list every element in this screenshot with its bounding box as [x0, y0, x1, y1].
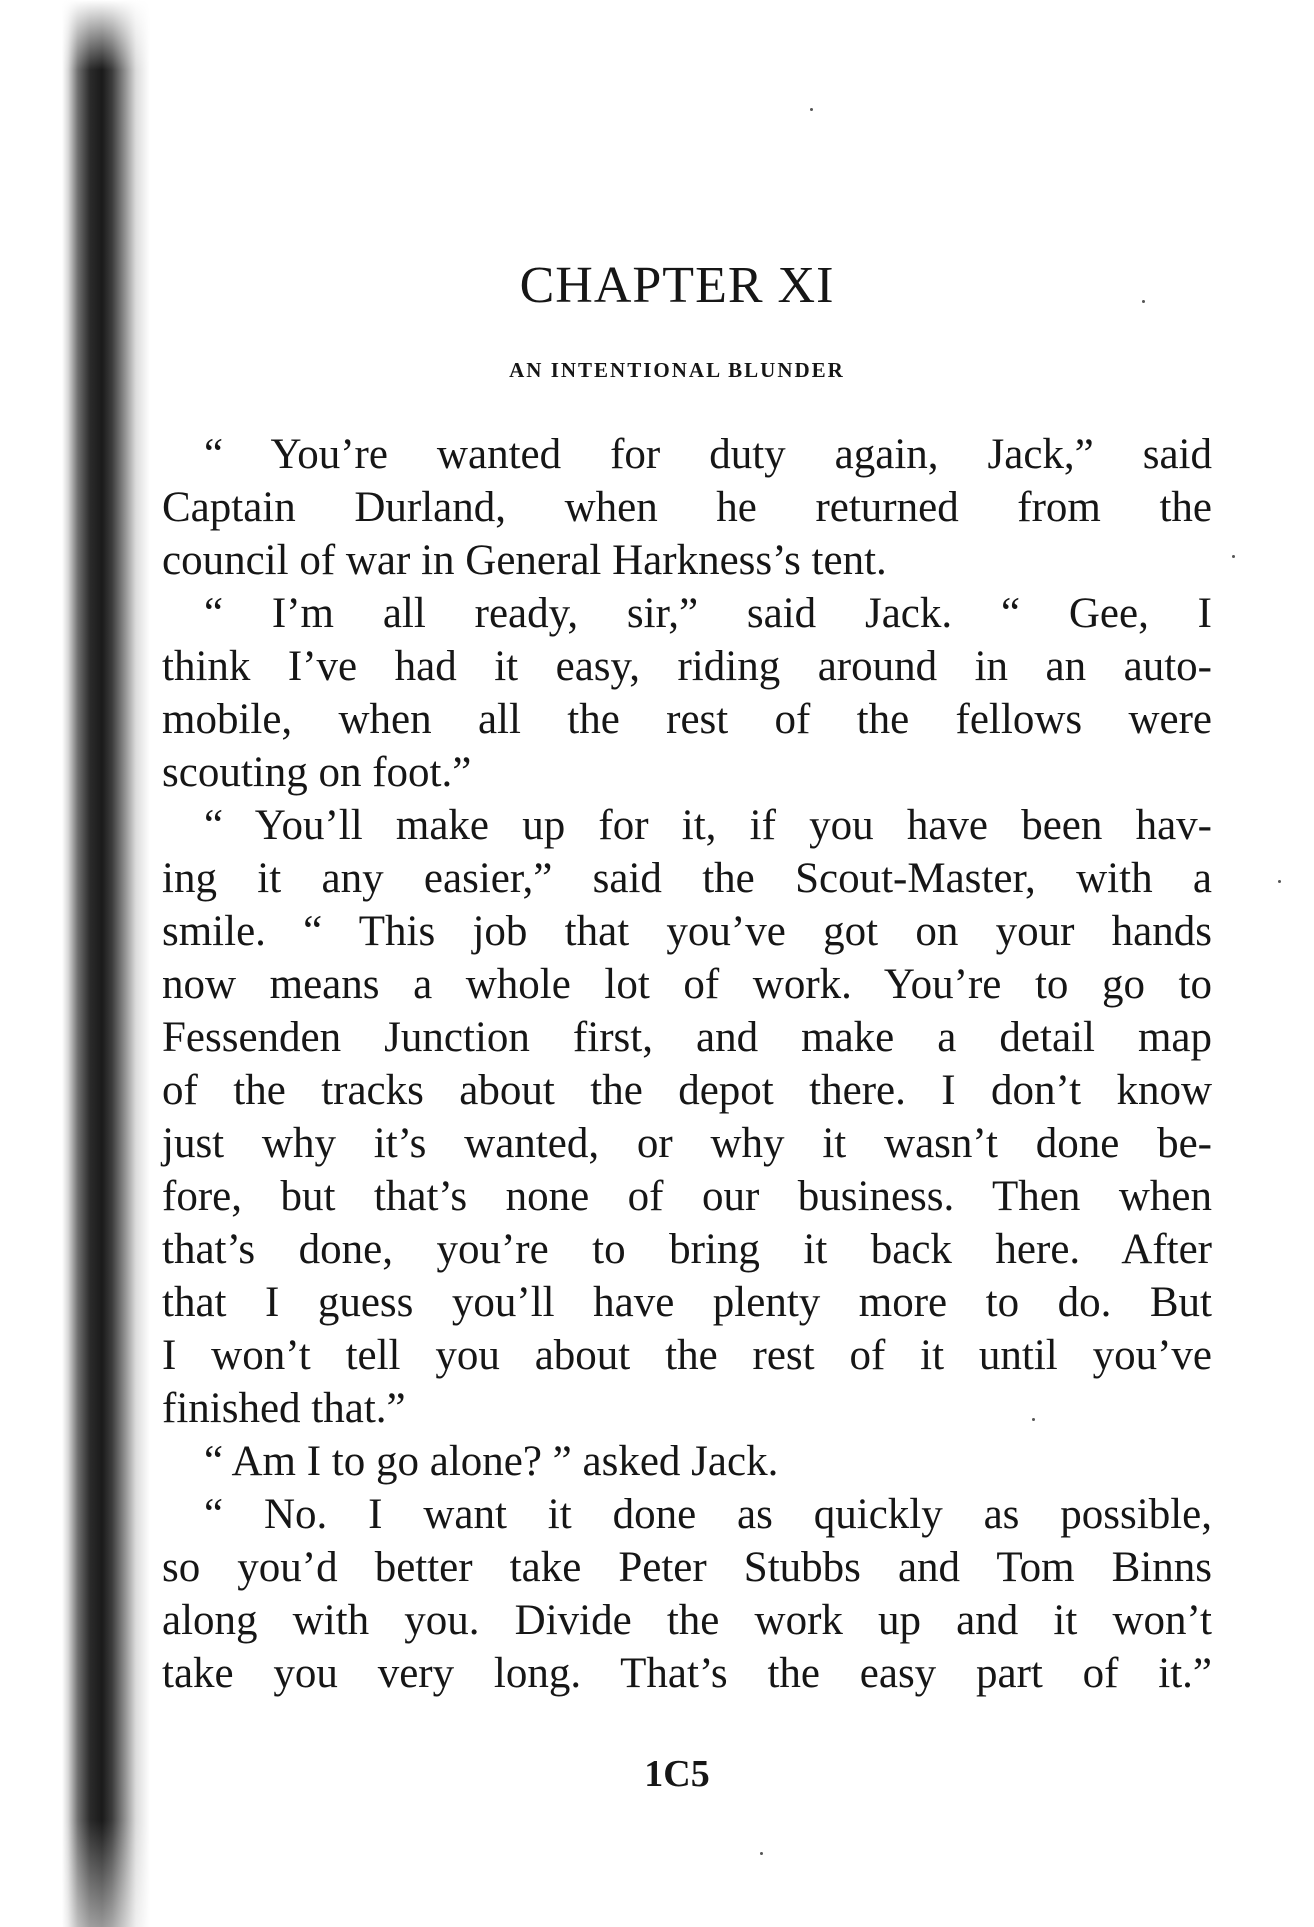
- text-line: along with you. Divide the work up and it won’t: [162, 1597, 1212, 1644]
- text-line: “ You’ll make up for it, if you have been hav-: [204, 802, 1212, 849]
- text-line: Fessenden Junction first, and make a detail map: [162, 1014, 1212, 1061]
- paper-speck: [1278, 880, 1281, 883]
- paper-speck: [1032, 1418, 1035, 1421]
- text-line: that’s done, you’re to bring it back here. After: [162, 1226, 1212, 1273]
- text-line: mobile, when all the rest of the fellows were: [162, 696, 1212, 743]
- paper-speck: [1142, 300, 1145, 303]
- text-line: council of war in General Harkness’s tent.: [162, 537, 887, 584]
- paper-speck: [760, 1852, 763, 1855]
- text-line: now means a whole lot of work. You’re to go to: [162, 961, 1212, 1008]
- text-line: I won’t tell you about the rest of it until you’ve: [162, 1332, 1212, 1379]
- text-line: “ You’re wanted for duty again, Jack,” said: [204, 431, 1212, 478]
- body-text: [162, 428, 1212, 1700]
- page-number: 1C5: [644, 1753, 710, 1795]
- binding-fade-top: [60, 0, 150, 70]
- chapter-subtitle: AN INTENTIONAL BLUNDER: [509, 358, 845, 382]
- binding-fade-bottom: [60, 1820, 150, 1927]
- text-line: that I guess you’ll have plenty more to do. But: [162, 1279, 1212, 1326]
- text-line: Captain Durland, when he returned from the: [162, 484, 1212, 531]
- text-line: “ No. I want it done as quickly as possible,: [204, 1491, 1212, 1538]
- text-line: finished that.”: [162, 1385, 406, 1432]
- text-line: fore, but that’s none of our business. Then when: [162, 1173, 1212, 1220]
- text-line: take you very long. That’s the easy part of it.”: [162, 1650, 1212, 1697]
- text-line: scouting on foot.”: [162, 749, 472, 796]
- text-line: think I’ve had it easy, riding around in an auto-: [162, 643, 1212, 690]
- chapter-title: CHAPTER XI: [519, 257, 835, 314]
- paper-speck: [1232, 555, 1235, 558]
- text-line: just why it’s wanted, or why it wasn’t done be-: [162, 1120, 1212, 1167]
- text-line: “ Am I to go alone? ” asked Jack.: [204, 1438, 779, 1485]
- text-line: smile. “ This job that you’ve got on your hands: [162, 908, 1212, 955]
- text-line: of the tracks about the depot there. I don’t know: [162, 1067, 1212, 1114]
- text-line: ing it any easier,” said the Scout-Master, with a: [162, 855, 1212, 902]
- text-line: “ I’m all ready, sir,” said Jack. “ Gee, I: [204, 590, 1212, 637]
- paper-speck: [810, 108, 813, 111]
- text-line: so you’d better take Peter Stubbs and Tom Binns: [162, 1544, 1212, 1591]
